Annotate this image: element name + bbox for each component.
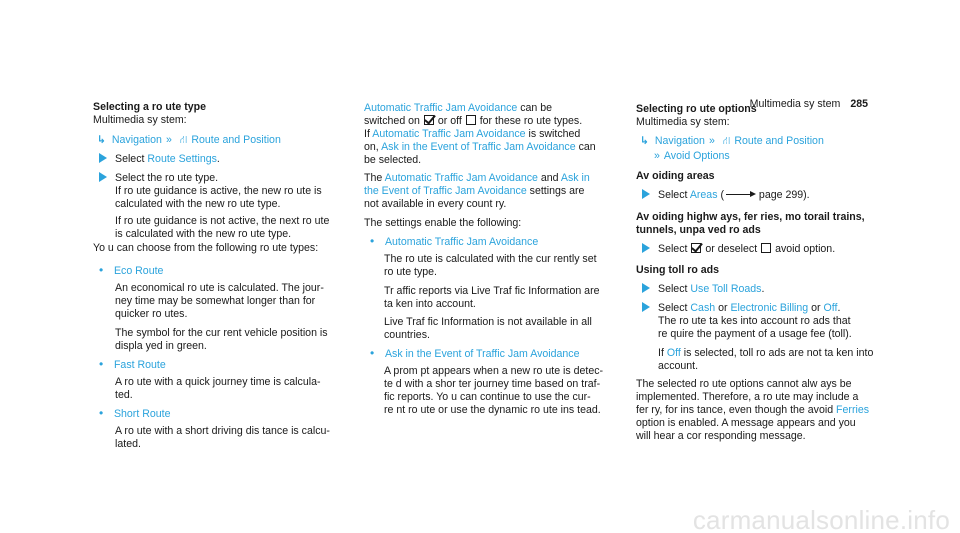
- note-text: The selected ro ute options cannot alw ays be: [636, 378, 852, 390]
- note-text: will hear a cor responding message.: [636, 430, 806, 442]
- nav-path: [640, 135, 824, 148]
- step-select-route-settings: Select Route Settings.: [99, 153, 220, 166]
- link-off[interactable]: Off: [823, 302, 838, 314]
- short-text: A ro ute with a short driving dis tance is calcu-: [115, 425, 330, 437]
- note-text: option is enabled. A message appears and you: [636, 417, 856, 429]
- eco-text: An economical ro ute is calculated. The jour-: [115, 282, 324, 294]
- mid-text: countries.: [384, 329, 430, 341]
- route-icon: ⛙: [722, 135, 731, 147]
- list-item-short: [99, 407, 171, 421]
- mid-line: switched on or off for these ro ute types.: [364, 115, 583, 127]
- nav-link-avoid-options[interactable]: Avoid Options: [663, 150, 730, 162]
- step-arrow-icon: [99, 153, 107, 163]
- mid-text: A prom pt appears when a new ro ute is detec-: [384, 365, 604, 377]
- mid-text: ro ute type.: [384, 266, 437, 278]
- link-areas[interactable]: Areas: [689, 189, 718, 201]
- list-item-auto-traffic: [370, 235, 538, 249]
- section-heading-route-type: Selecting a ro ute type: [93, 101, 207, 113]
- nav-link-route-position[interactable]: Route and Position: [734, 135, 824, 147]
- bullet-icon: [99, 407, 105, 413]
- link-ask-event[interactable]: Ask in: [560, 172, 590, 184]
- step-arrow-icon: [99, 172, 107, 182]
- checkbox-empty-icon: [761, 243, 771, 253]
- short-text: lated.: [115, 438, 141, 450]
- eco-route-link[interactable]: Eco Route: [113, 265, 164, 277]
- link-ferries[interactable]: Ferries: [836, 404, 870, 416]
- toll-text: re quire the payment of a usage fee (toll).: [658, 328, 852, 340]
- path-hook-icon: ↳: [640, 135, 649, 147]
- multimedia-label: Multimedia sy stem:: [93, 114, 187, 126]
- page-number: 285: [850, 98, 868, 110]
- page-header: [750, 98, 868, 111]
- link-route-settings[interactable]: Route Settings: [147, 153, 217, 165]
- double-chevron-icon: »: [654, 150, 660, 162]
- nav-link-navigation[interactable]: Navigation: [654, 135, 705, 147]
- list-item-ask-event: [370, 347, 579, 361]
- checkbox-checked-icon: [691, 243, 701, 253]
- fast-route-link[interactable]: Fast Route: [113, 359, 166, 371]
- list-item-fast: [99, 358, 166, 372]
- step-select-route-type: Select the ro ute type.: [99, 172, 218, 185]
- mid-text: re nt ro ute or use the dynamic ro ute ins tead.: [384, 404, 601, 416]
- step-text: calculated with the new ro ute type.: [115, 198, 281, 210]
- link-use-toll-roads[interactable]: Use Toll Roads: [690, 283, 762, 295]
- step-select-areas: Select Areas ( page 299).: [642, 189, 810, 202]
- multimedia-label: Multimedia sy stem:: [636, 116, 730, 128]
- note-text: implemented. Therefore, a ro ute may include a: [636, 391, 859, 403]
- link-ask-event[interactable]: Ask in the Event of Traffic Jam Avoidance: [381, 141, 576, 153]
- eco-text: quicker ro utes.: [115, 308, 188, 320]
- link-electronic-billing[interactable]: Electronic Billing: [730, 302, 809, 314]
- toll-text: The ro ute ta kes into account ro ads that: [658, 315, 851, 327]
- nav-link-navigation[interactable]: Navigation: [111, 134, 162, 146]
- nav-path: [97, 134, 281, 147]
- watermark: carmanualsonline.info: [692, 504, 950, 533]
- eco-text: The symbol for the cur rent vehicle position is: [115, 327, 328, 339]
- step-select-toll: Select Use Toll Roads.: [642, 283, 764, 296]
- mid-text: The ro ute is calculated with the cur rently set: [384, 253, 597, 265]
- mid-text: Tr affic reports via Live Traf fic Information are: [384, 285, 600, 297]
- nav-path-2: [654, 150, 730, 163]
- link-off[interactable]: Off: [666, 347, 681, 359]
- mid-line: If Automatic Traffic Jam Avoidance is switched: [364, 128, 581, 140]
- step-arrow-icon: [642, 283, 650, 293]
- nav-link-route-position[interactable]: Route and Position: [191, 134, 281, 146]
- mid-line: not available in every count ry.: [364, 198, 507, 210]
- mid-line: The Automatic Traffic Jam Avoidance and Ask in: [364, 172, 590, 184]
- link-auto-traffic[interactable]: Automatic Traffic Jam Avoidance: [364, 102, 518, 114]
- step-text: If ro ute guidance is not active, the next ro ute: [115, 215, 330, 227]
- mid-line: The settings enable the following:: [364, 217, 522, 229]
- double-chevron-icon: »: [165, 134, 172, 146]
- list-item-eco: [99, 264, 163, 278]
- link-ask-event[interactable]: Ask in the Event of Traffic Jam Avoidance: [384, 348, 580, 360]
- bullet-icon: [370, 347, 376, 353]
- mid-line: Automatic Traffic Jam Avoidance can be: [364, 102, 553, 114]
- eco-text: displa yed in green.: [115, 340, 207, 352]
- short-route-link[interactable]: Short Route: [113, 408, 171, 420]
- header-title: Multimedia sy stem: [749, 98, 841, 110]
- step-arrow-icon: [642, 189, 650, 199]
- step-select-payment: Select Cash or Electronic Billing or Off.: [642, 302, 840, 315]
- mid-line: the Event of Traffic Jam Avoidance settings are: [364, 185, 585, 197]
- eco-text: ney time may be somewhat longer than for: [115, 295, 316, 307]
- mid-line: be selected.: [364, 154, 422, 166]
- mid-line: on, Ask in the Event of Traffic Jam Avoidance can: [364, 141, 596, 153]
- subheading-avoid-highways: Av oiding highw ays, fer ries, mo torail trains,: [636, 211, 865, 223]
- mid-text: ta ken into account.: [384, 298, 476, 310]
- link-ask-event[interactable]: the Event of Traffic Jam Avoidance: [364, 185, 527, 197]
- section-heading-route-options: Selecting ro ute options: [636, 103, 757, 115]
- step-select-avoid: Select or deselect avoid option.: [642, 243, 835, 256]
- step-arrow-icon: [642, 243, 650, 253]
- step-arrow-icon: [642, 302, 650, 312]
- mid-text: Live Traf fic Information is not available in all: [384, 316, 592, 328]
- fast-text: A ro ute with a quick journey time is calcula-: [115, 376, 321, 388]
- mid-text: te d with a shor ter journey time based on traf-: [384, 378, 601, 390]
- page-ref-arrow-icon: [726, 194, 754, 195]
- route-icon: ⛙: [179, 134, 188, 146]
- link-auto-traffic[interactable]: Automatic Traffic Jam Avoidance: [384, 172, 538, 184]
- bullet-icon: [99, 358, 105, 364]
- choose-text: Yo u can choose from the following ro ute types:: [93, 242, 319, 254]
- step-text: is calculated with the new ro ute type.: [115, 228, 292, 240]
- step-text: If ro ute guidance is active, the new ro ute is: [115, 185, 322, 197]
- link-auto-traffic[interactable]: Automatic Traffic Jam Avoidance: [372, 128, 526, 140]
- fast-text: ted.: [115, 389, 133, 401]
- bullet-icon: [99, 264, 105, 270]
- link-auto-traffic[interactable]: Automatic Traffic Jam Avoidance: [384, 236, 539, 248]
- toll-text: account.: [658, 360, 699, 372]
- double-chevron-icon: »: [708, 135, 715, 147]
- path-hook-icon: ↳: [97, 134, 106, 146]
- bullet-icon: [370, 235, 376, 241]
- checkbox-checked-icon: [424, 115, 434, 125]
- note-text: fer ry, for ins tance, even though the avoid Ferries: [636, 404, 870, 416]
- subheading-toll-roads: Using toll ro ads: [636, 264, 719, 276]
- subheading-avoid-highways: tunnels, unpa ved ro ads: [636, 224, 761, 236]
- link-cash[interactable]: Cash: [690, 302, 716, 314]
- subheading-avoid-areas: Av oiding areas: [636, 170, 715, 182]
- mid-text: fic reports. Yo u can continue to use the cur-: [384, 391, 591, 403]
- toll-text: If Off is selected, toll ro ads are not ta ken into: [658, 347, 874, 359]
- checkbox-empty-icon: [466, 115, 476, 125]
